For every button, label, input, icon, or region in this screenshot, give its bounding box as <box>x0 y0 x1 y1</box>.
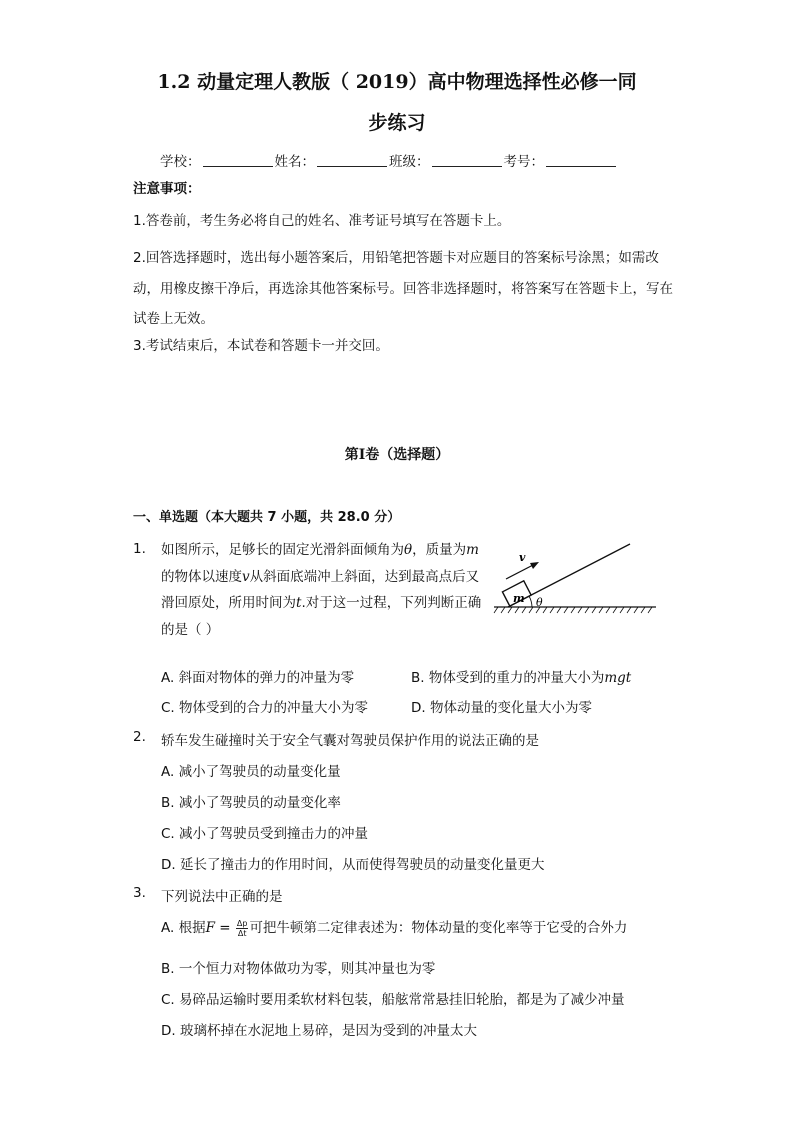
notice-item-1: 1.答卷前，考生务必将自己的姓名、准考证号填写在答题卡上。 <box>133 213 511 229</box>
question-1-text: 如图所示，足够长的固定光滑斜面倾角为θ，质量为m的物体以速度v从斜面底端冲上斜面，达到最高点后又滑回原处，所用时间为t.对于这一过程，下列判断正确的是（ ） <box>161 542 482 638</box>
figure-label-theta: θ <box>536 596 543 609</box>
fraction-dp-dt: $\frac{\Delta p}{\Delta t}$ <box>236 918 248 938</box>
velocity-symbol: v <box>242 568 250 585</box>
option-d[interactable]: D. 延长了撞击力的作用时间，从而使得驾驶员的动量变化量更大 <box>161 857 545 873</box>
figure-label-v: v <box>519 551 526 564</box>
option-c[interactable]: C. 减小了驾驶员受到撞击力的冲量 <box>161 826 369 842</box>
option-b[interactable]: B. 减小了驾驶员的动量变化率 <box>161 795 341 811</box>
mgt-symbol: mgt <box>604 670 632 686</box>
option-a[interactable]: A. 根据F = $\frac{\Delta p}{\Delta t}$ 可把牛顿第二定律表述为：物体动量的变化率等于它受的合外力 <box>161 918 628 938</box>
class-label: 班级： <box>389 154 430 170</box>
question-3-text: 下列说法中正确的是 <box>161 889 283 905</box>
mass-symbol: m <box>466 542 479 558</box>
option-b[interactable]: B. 一个恒力对物体做功为零，则其冲量也为零 <box>161 961 436 977</box>
student-info-row <box>160 150 618 170</box>
number-label: 考号： <box>503 154 544 170</box>
option-a[interactable]: A. 减小了驾驶员的动量变化量 <box>161 764 341 780</box>
title-line-2: 步练习 <box>368 112 426 134</box>
question-2-text: 轿车发生碰撞时关于安全气囊对驾驶员保护作用的说法正确的是 <box>161 733 539 749</box>
section-title: 一、单选题（本大题共 7 小题，共 28.0 分） <box>133 510 401 525</box>
title-line-1: 1.2 动量定理人教版（ 2019）高中物理选择性必修一同 <box>157 71 637 93</box>
incline-figure <box>492 540 660 616</box>
figure-label-m: m <box>513 592 525 605</box>
option-d[interactable]: D. 玻璃杯掉在水泥地上易碎，是因为受到的冲量太大 <box>161 1023 477 1039</box>
question-number: 2. <box>133 729 146 745</box>
option-a[interactable]: A. 斜面对物体的弹力的冲量为零 <box>161 670 355 686</box>
school-blank[interactable] <box>203 154 273 167</box>
notice-item-2: 2.回答选择题时，选出每小题答案后，用铅笔把答题卡对应题目的答案标号涂黑；如需改动，用橡皮擦干净后，再选涂其他答案标号。回答非选择题时，将答案写在答题卡上，写在试卷上无效。 <box>133 250 673 327</box>
name-blank[interactable] <box>317 154 387 167</box>
part-title: 第I卷（选择题） <box>344 447 450 463</box>
theta-symbol: θ <box>404 542 413 558</box>
class-blank[interactable] <box>432 154 502 167</box>
number-blank[interactable] <box>546 154 616 167</box>
question-number: 1. <box>133 541 146 557</box>
time-symbol: t <box>296 595 302 611</box>
option-c[interactable]: C. 易碎品运输时要用柔软材料包装，船舷常常悬挂旧轮胎，都是为了减少冲量 <box>161 992 625 1008</box>
option-d[interactable]: D. 物体动量的变化量大小为零 <box>411 700 592 716</box>
notice-item-3: 3.考试结束后，本试卷和答题卡一并交回。 <box>133 338 389 354</box>
option-c[interactable]: C. 物体受到的合力的冲量大小为零 <box>161 700 369 716</box>
notice-heading: 注意事项： <box>133 181 201 197</box>
name-label: 姓名： <box>274 154 315 170</box>
school-label: 学校： <box>160 154 201 170</box>
force-symbol: F <box>205 920 215 936</box>
option-b[interactable]: B. 物体受到的重力的冲量大小为mgt <box>411 670 632 686</box>
question-number: 3. <box>133 885 146 901</box>
